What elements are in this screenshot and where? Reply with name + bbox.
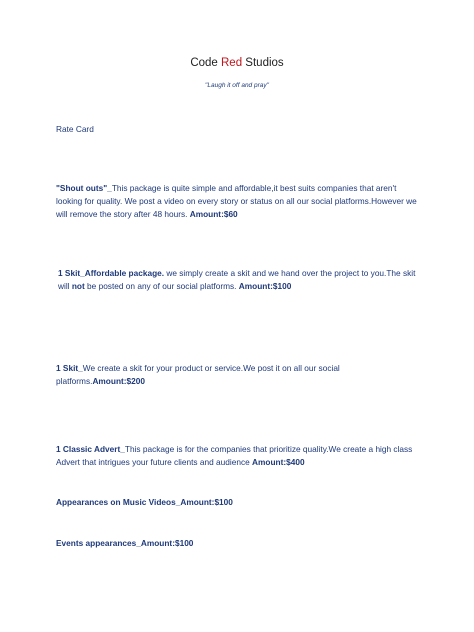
package-affordable-skit [58,267,424,293]
package-name: 1 Skit_ [56,363,83,373]
package-amount: Amount:$400 [252,457,305,467]
package-music-videos [56,496,422,509]
package-name: Events appearances_Amount:$100 [56,538,194,548]
package-name: 1 Skit_Affordable package. [58,268,165,278]
tagline: "Laugh it off and pray" [205,82,269,89]
package-shout-outs [56,182,422,221]
package-amount: Amount:$60 [189,209,238,219]
package-events [56,537,422,550]
package-description: This package is for the companies that prioritize quality.We create a high class Advert that intrigues your future clients and audience [56,444,413,467]
package-description: This package is quite simple and affordable,it best suits companies that aren't looking for quality. We post a video on every story or status on all our social platforms.However we will remove the story after 48 hours. [56,183,417,219]
package-name: Appearances on Music Videos_Amount:$100 [56,497,233,507]
package-description: We create a skit for your product or service.We post it on all our social platforms. [56,363,340,386]
package-emphasis: not [71,281,85,291]
package-amount: Amount:$100 [238,281,292,291]
title-red-word: Red [221,57,243,69]
package-name: "Shout outs"_ [56,183,112,193]
page-title [0,57,474,69]
package-description: we simply create a skit and we hand over the project to you.The skit will [58,268,416,291]
package-amount: Amount:$200 [92,376,145,386]
package-description-cont: be posted on any of our social platforms. [84,281,239,291]
title-studios: Studios [242,57,284,69]
package-skit [56,362,422,388]
package-classic-advert [56,443,422,469]
title-code: Code [190,57,221,69]
package-name: 1 Classic Advert_ [56,444,125,454]
rate-card-heading: Rate Card [56,124,94,134]
